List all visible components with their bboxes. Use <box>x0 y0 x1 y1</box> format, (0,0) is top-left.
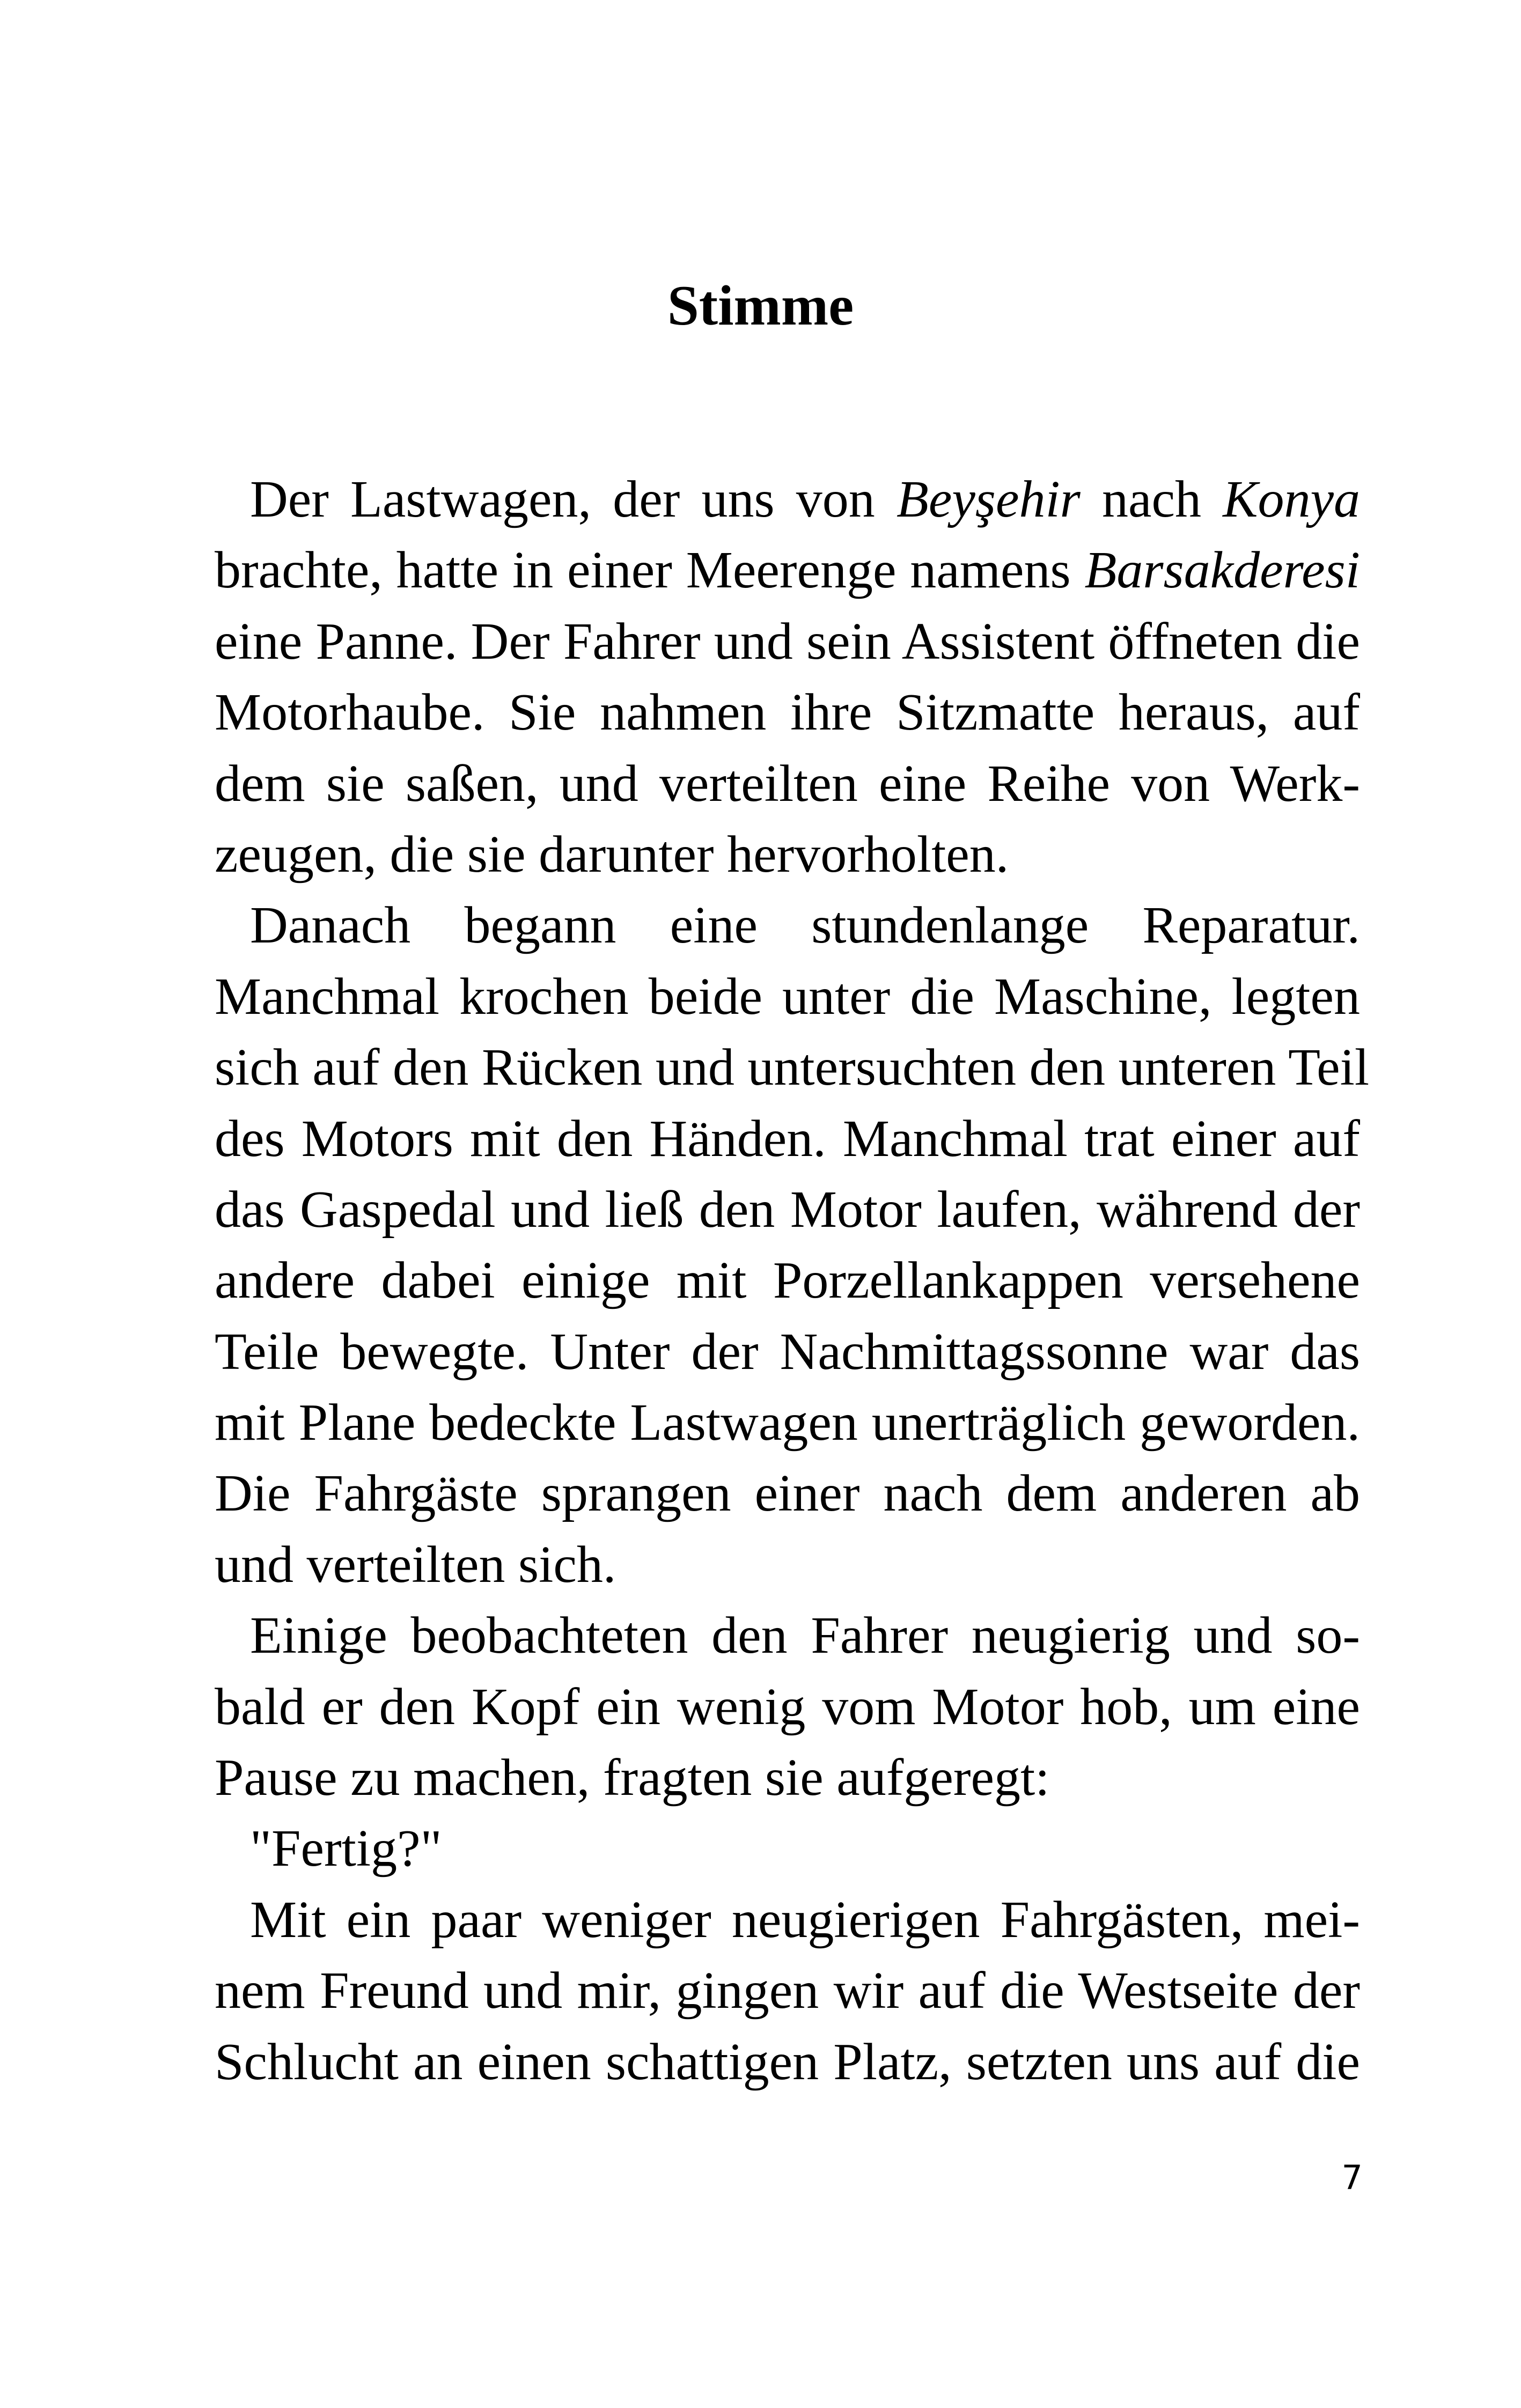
text-segment: sich auf den Rücken und untersuchten den unteren Teil <box>215 1039 1370 1097</box>
text-line <box>215 2027 1360 2097</box>
text-line <box>215 1032 1370 1103</box>
text-line <box>215 1955 1360 2026</box>
italic-place-name: Barsakderesi <box>1084 541 1360 600</box>
text-line <box>215 464 1360 535</box>
text-segment: nach <box>1080 470 1223 528</box>
text-segment: Pause zu machen, fragten sie aufgeregt: <box>215 1749 1050 1807</box>
text-segment: dem sie saßen, und verteilten eine Reihe von Werk- <box>215 754 1360 813</box>
text-line <box>215 1600 1360 1671</box>
text-segment: zeugen, die sie darunter hervorholten. <box>215 825 1009 883</box>
text-segment: Motorhaube. Sie nahmen ihre Sitzmatte heraus, auf <box>215 683 1360 742</box>
text-segment: andere dabei einige mit Porzellankappen versehene <box>215 1251 1360 1310</box>
text-line <box>215 1884 1360 1955</box>
text-line <box>215 748 1360 819</box>
text-line <box>215 535 1360 606</box>
italic-place-name: Beyşehir <box>896 470 1081 528</box>
text-segment: bald er den Kopf ein wenig vom Motor hob, um eine <box>215 1677 1360 1736</box>
text-line <box>215 961 1360 1032</box>
text-segment: Mit ein paar weniger neugierigen Fahrgästen, mei- <box>250 1890 1360 1949</box>
chapter-title: Stimme <box>667 274 854 337</box>
text-segment: Danach begann eine stundenlange Reparatur. <box>250 896 1360 955</box>
text-line <box>215 1458 1360 1529</box>
text-line <box>215 677 1360 748</box>
text-line <box>215 1316 1360 1387</box>
text-line <box>215 606 1360 677</box>
text-segment: Der Lastwagen, der uns von <box>250 470 897 528</box>
text-line <box>215 890 1360 961</box>
text-segment: des Motors mit den Händen. Manchmal trat einer auf <box>215 1109 1360 1168</box>
text-segment: "Fertig?" <box>250 1820 442 1878</box>
text-line <box>215 1174 1360 1245</box>
text-line <box>215 1103 1360 1174</box>
text-segment: Manchmal krochen beide unter die Maschine, legten <box>215 967 1360 1026</box>
text-segment: brachte, hatte in einer Meerenge namens <box>215 541 1085 600</box>
text-line <box>215 819 1360 890</box>
text-segment: das Gaspedal und ließ den Motor laufen, während der <box>215 1180 1360 1239</box>
text-line <box>215 1671 1360 1742</box>
text-segment: Schlucht an einen schattigen Platz, setzten uns auf die <box>215 2033 1360 2091</box>
text-line <box>215 1813 1360 1884</box>
body-text <box>215 464 1370 2097</box>
text-segment: mit Plane bedeckte Lastwagen unerträglich geworden. <box>215 1394 1360 1452</box>
text-segment: eine Panne. Der Fahrer und sein Assistent öffneten die <box>215 612 1360 671</box>
text-segment: Einige beobachteten den Fahrer neugierig und so- <box>250 1607 1360 1665</box>
text-segment: Die Fahrgäste sprangen einer nach dem anderen ab <box>215 1464 1360 1523</box>
text-segment: nem Freund und mir, gingen wir auf die Westseite der <box>215 1962 1360 2020</box>
page-number: 7 <box>1341 2158 1363 2197</box>
text-segment: Teile bewegte. Unter der Nachmittagssonne war das <box>215 1322 1360 1381</box>
text-line <box>215 1387 1360 1458</box>
italic-place-name: Konya <box>1223 470 1360 528</box>
text-line <box>215 1742 1360 1813</box>
text-line <box>215 1245 1360 1316</box>
text-segment: und verteilten sich. <box>215 1535 616 1594</box>
text-line <box>215 1529 1360 1600</box>
